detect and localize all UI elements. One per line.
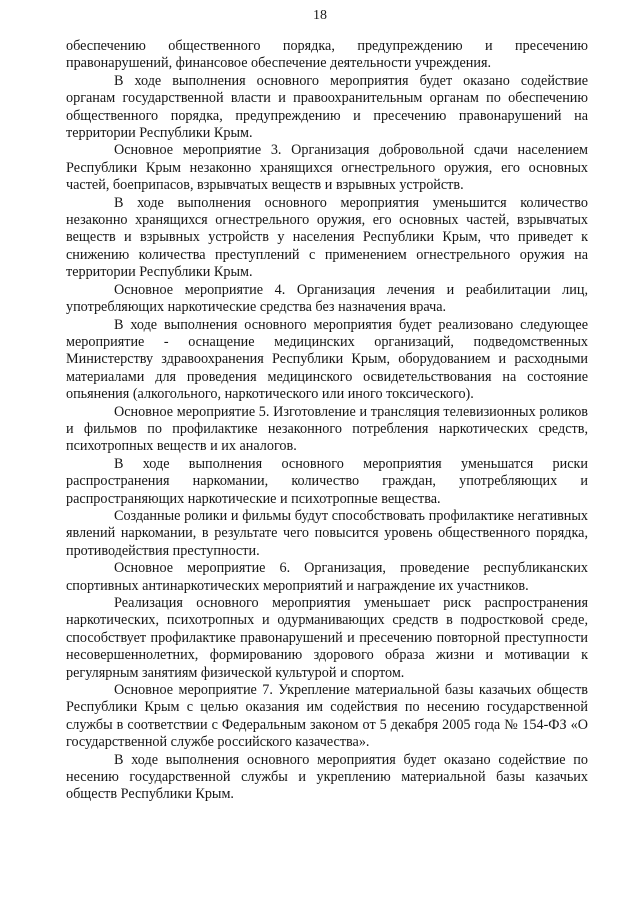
paragraph: обеспечению общественного порядка, предупреждению и пресечению правонарушений, финансовое обеспечение деятельности учреждения. xyxy=(66,38,588,72)
paragraph: В ходе выполнения основного мероприятия будет оказано содействие по несению государственной службы и укреплению материальной базы казачьих обществ Республики Крым. xyxy=(66,751,588,803)
paragraph: В ходе выполнения основного мероприятия уменьшится количество незаконно хранящихся огнестрельного оружия, его основных частей, взрывчатых веществ и взрывных устройств у населения Республики Крым, что приведет к снижению количества преступлений с применением огнестрельного оружия на территории Республики Крым. xyxy=(66,194,588,281)
paragraph: В ходе выполнения основного мероприятия будет оказано содействие органам государственной власти и правоохранительным органам по обеспечению общественного порядка, предупреждению и пресечению правонарушений на территории Республики Крым. xyxy=(66,72,588,142)
document-body xyxy=(66,38,588,804)
paragraph: Созданные ролики и фильмы будут способствовать профилактике негативных явлений наркомании, в результате чего повысится уровень общественного порядка, противодействия преступности. xyxy=(66,507,588,559)
paragraph: Основное мероприятие 6. Организация, проведение республиканских спортивных антинаркотических мероприятий и награждение их участников. xyxy=(66,560,588,594)
paragraph: Основное мероприятие 4. Организация лечения и реабилитации лиц, употребляющих наркотические средства без назначения врача. xyxy=(66,281,588,316)
paragraph: Реализация основного мероприятия уменьшает риск распространения наркотических, психотропных и одурманивающих средств в подростковой среде, способствует профилактике правонарушений и пресечению повторной преступности несовершеннолетних, формированию здорового образа жизни и мотивации к регулярным занятиям физической культурой и спортом. xyxy=(66,595,588,681)
paragraph: Основное мероприятие 3. Организация добровольной сдачи населением Республики Крым незаконно хранящихся огнестрельного оружия, его основных частей, боеприпасов, взрывчатых веществ и взрывных устройств. xyxy=(66,142,588,194)
paragraph: Основное мероприятие 7. Укрепление материальной базы казачьих обществ Республики Крым с целью оказания им содействия по несению государственной службы в соответствии с Федеральным законом от 5 декабря 2005 года № 154-ФЗ «О государственной службе российского казачества». xyxy=(66,682,588,751)
paragraph: В ходе выполнения основного мероприятия уменьшатся риски распространения наркомании, количество граждан, употребляющих и распространяющих наркотические и психотропные вещества. xyxy=(66,455,588,507)
page-number: 18 xyxy=(313,8,327,23)
paragraph: В ходе выполнения основного мероприятия будет реализовано следующее мероприятие - оснащение медицинских организаций, подведомственных Министерству здравоохранения Республики Крым, оборудованием и расходными материалами для проведения медицинского освидетельствования на состояние опьянения (алкогольного, наркотического или иного токсического). xyxy=(66,316,588,403)
paragraph: Основное мероприятие 5. Изготовление и трансляция телевизионных роликов и фильмов по профилактике незаконного потребления наркотических средств, психотропных веществ и их аналогов. xyxy=(66,403,588,455)
